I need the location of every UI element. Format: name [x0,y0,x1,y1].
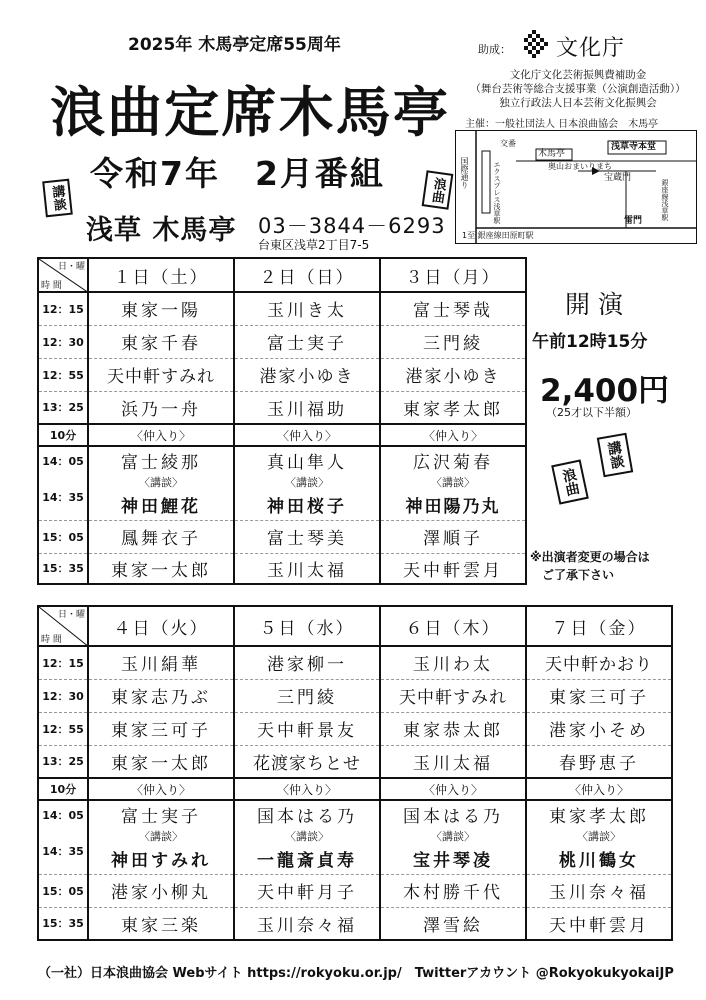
performer-name: 玉川き太 [234,292,380,325]
performer-name: 玉川太福 [380,745,526,778]
venue-name: 浅草 木馬亭 [86,215,237,246]
kodan-performer-name: 桃川鶴女 [526,844,672,874]
performer-name: 港家小ゆき [380,358,526,391]
time-label: 14：35 [38,474,88,520]
price-note: （25才以下半額） [546,406,637,419]
kodan-tag-side: 講談 [597,433,633,478]
performer-name: 東家三可子 [88,712,234,745]
rokyoku-tag-side: 浪曲 [551,459,589,504]
time-label: 10分 [38,424,88,446]
kodan-performer-name: 神田桜子 [234,490,380,520]
kodan-performer-name: 神田鯉花 [88,490,234,520]
map-kaminarimon: 雷門 [624,216,643,226]
performer-name: 天中軒かおり [526,646,672,679]
performer-name: 東家千春 [88,325,234,358]
performer-name: 国本はる乃 [234,800,380,828]
corner-top-label: 日・曜 [57,610,85,620]
kodan-label: 〈講談〉 [380,828,526,844]
time-label: 15：35 [38,553,88,584]
subsidy-line-1: 文化庁文化芸術振興費補助金 [509,69,647,81]
day-header: １日（土） [88,258,234,292]
performer-name: 花渡家ちとせ [234,745,380,778]
intermission-label: 〈仲入り〉 [380,778,526,800]
notice-text [530,548,690,584]
corner-cell [38,258,88,292]
performer-name: 富士琴哉 [380,292,526,325]
subsidy-label: 助成： [478,43,511,56]
time-label: 13：25 [38,745,88,778]
performer-name: 広沢菊春 [380,446,526,474]
map-mokubatei: 木馬亭 [538,149,566,159]
map-koban: 交番 [500,139,516,148]
performer-name: 天中軒景友 [234,712,380,745]
kodan-tag: 講談 [42,179,73,218]
intermission-label: 〈仲入り〉 [88,778,234,800]
performer-name: 東家三楽 [88,907,234,940]
map-bottom-label: 1至 銀座線田原町駅 [462,231,534,240]
time-label: 12：15 [38,292,88,325]
rokyoku-tag: 浪曲 [422,170,454,209]
kodan-label: 〈講談〉 [88,828,234,844]
performer-name: 鳳舞衣子 [88,520,234,553]
performer-name: 澤雪絵 [380,907,526,940]
performer-name: 東家三可子 [526,679,672,712]
performer-name: 真山隼人 [234,446,380,474]
map-ginza: 銀座線浅草駅 [661,179,669,221]
time-label: 15：05 [38,874,88,907]
kodan-performer-name: 神田陽乃丸 [380,490,526,520]
time-label: 13：25 [38,391,88,424]
performer-name: 三門綾 [380,325,526,358]
performer-name: 東家孝太郎 [380,391,526,424]
performer-name: 天中軒雲月 [380,553,526,584]
map-tx: エクスプレス浅草駅 [493,161,501,224]
time-label: 15：05 [38,520,88,553]
performer-name: 澤順子 [380,520,526,553]
day-header: ５日（水） [234,606,380,646]
ticket-price: 2,400円 [540,373,670,409]
performer-name: 港家小そめ [526,712,672,745]
performer-name: 三門綾 [234,679,380,712]
schedule-table-week1 [37,257,527,585]
intermission-label: 〈仲入り〉 [88,424,234,446]
kodan-label: 〈講談〉 [234,474,380,490]
time-label: 14：35 [38,828,88,874]
day-header: ２日（日） [234,258,380,292]
kodan-label: 〈講談〉 [526,828,672,844]
bunka-agency-name: 文化庁 [556,36,626,61]
performer-name: 玉川奈々福 [526,874,672,907]
phone-number: 03－3844－6293 [258,214,446,238]
kodan-performer-name: 一龍斎貞寿 [234,844,380,874]
performer-name: 天中軒すみれ [380,679,526,712]
corner-top-label: 日・曜 [57,262,85,272]
performer-name: 東家志乃ぶ [88,679,234,712]
time-label: 15：35 [38,907,88,940]
day-header: ４日（火） [88,606,234,646]
day-header: ６日（木） [380,606,526,646]
performer-name: 春野恵子 [526,745,672,778]
performer-name: 港家柳一 [234,646,380,679]
notice-line-1: ※出演者変更の場合は [530,550,650,564]
access-map [455,130,697,244]
performer-name: 浜乃一舟 [88,391,234,424]
subsidy-line-2: （舞台芸術等総合支援事業（公演創造活動）） [470,83,686,95]
day-header: ７日（金） [526,606,672,646]
intermission-label: 〈仲入り〉 [380,424,526,446]
performer-name: 木村勝千代 [380,874,526,907]
map-okuyama: 奥山おまいりまち [548,162,612,171]
map-kokusai: 国際通り [460,157,469,189]
kodan-performer-name: 神田すみれ [88,844,234,874]
performer-name: 天中軒月子 [234,874,380,907]
performer-name: 港家小柳丸 [88,874,234,907]
subsidy-line-3: 独立行政法人日本芸術文化振興会 [499,97,657,109]
map-hozomon: 宝蔵門 [604,173,632,183]
time-label: 12：30 [38,325,88,358]
program-month: 令和7年 2月番組 [90,154,385,193]
kodan-label: 〈講談〉 [234,828,380,844]
day-header: ３日（月） [380,258,526,292]
time-label: 14：05 [38,446,88,474]
notice-line-2: ご了承下さい [542,568,615,582]
intermission-label: 〈仲入り〉 [234,424,380,446]
kodan-performer-name: 宝井琴凌 [380,844,526,874]
footer-links: （一社）日本浪曲協会 Webサイト https://rokyoku.or.jp/ Twitterアカウント @RokyokukyokaiJP [38,966,674,981]
time-label: 12：30 [38,679,88,712]
performer-name: 玉川わ太 [380,646,526,679]
performer-name: 玉川絹華 [88,646,234,679]
performer-name: 港家小ゆき [234,358,380,391]
corner-bottom-label: 時 間 [41,635,62,645]
performer-name: 富士実子 [88,800,234,828]
time-label: 12：55 [38,712,88,745]
anniversary-text: 2025年 木馬亭定席55周年 [128,35,341,55]
schedule-table-week2 [37,605,673,941]
performer-name: 玉川太福 [234,553,380,584]
performer-name: 富士綾那 [88,446,234,474]
performer-name: 玉川奈々福 [234,907,380,940]
start-time: 午前12時15分 [532,332,648,352]
performer-name: 天中軒雲月 [526,907,672,940]
performer-name: 国本はる乃 [380,800,526,828]
corner-cell [38,606,88,646]
organizer-text: 主催：一般社団法人 日本浪曲協会 木馬亭 [465,119,659,130]
time-label: 14：05 [38,800,88,828]
time-label: 12：15 [38,646,88,679]
kaien-label: 開演 [565,290,632,319]
bunka-logo-icon [522,30,550,58]
kodan-label: 〈講談〉 [380,474,526,490]
venue-address: 台東区浅草2丁目7-5 [258,238,370,252]
time-label: 10分 [38,778,88,800]
performer-name: 東家孝太郎 [526,800,672,828]
page-title: 浪曲定席木馬亭 [50,81,450,144]
performer-name: 東家一太郎 [88,553,234,584]
performer-name: 天中軒すみれ [88,358,234,391]
performer-name: 富士実子 [234,325,380,358]
performer-name: 東家恭太郎 [380,712,526,745]
performer-name: 富士琴美 [234,520,380,553]
corner-bottom-label: 時 間 [41,281,62,291]
intermission-label: 〈仲入り〉 [526,778,672,800]
map-sensoji: 浅草寺本堂 [611,142,657,152]
intermission-label: 〈仲入り〉 [234,778,380,800]
time-label: 12：55 [38,358,88,391]
performer-name: 東家一陽 [88,292,234,325]
performer-name: 玉川福助 [234,391,380,424]
performer-name: 東家一太郎 [88,745,234,778]
kodan-label: 〈講談〉 [88,474,234,490]
